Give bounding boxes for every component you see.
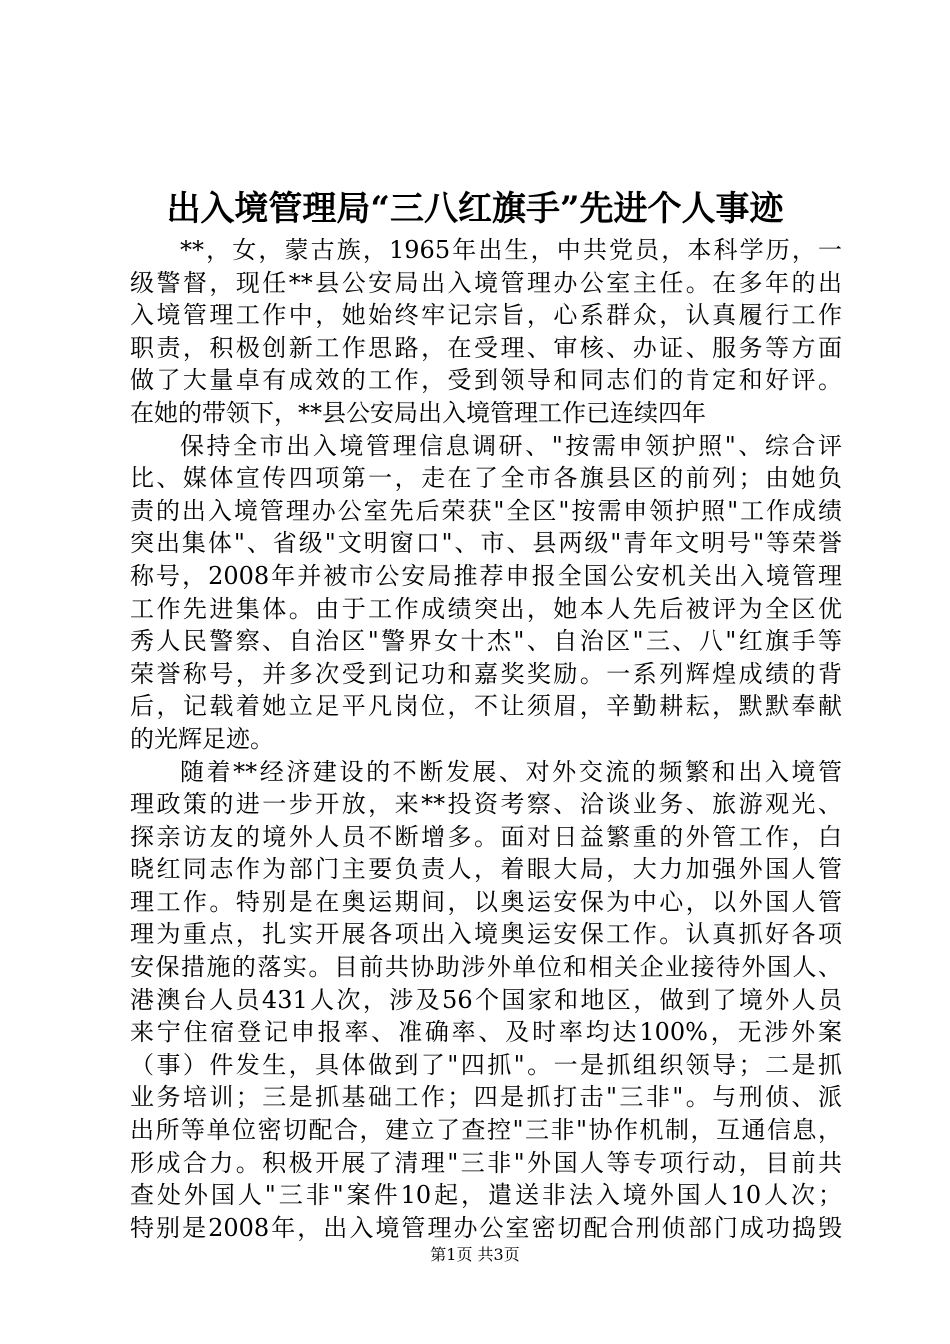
text-line: 晓红同志作为部门主要负责人，着眼大局，大力加强外国人管 bbox=[130, 855, 842, 884]
text-line: 随着**经济建设的不断发展、对外交流的频繁和出入境管 bbox=[180, 757, 842, 786]
page-title: 出入境管理局“三八红旗手”先进个人事迹 bbox=[166, 189, 784, 229]
text-line: 港澳台人员431人次，涉及56个国家和地区，做到了境外人员 bbox=[130, 985, 842, 1014]
text-line: 形成合力。积极开展了清理"三非"外国人等专项行动，目前共 bbox=[130, 1148, 842, 1177]
text-line: 出所等单位密切配合，建立了查控"三非"协作机制，互通信息， bbox=[130, 1116, 842, 1145]
text-line: 理工作。特别是在奥运期间，以奥运安保为中心，以外国人管 bbox=[130, 887, 842, 916]
text-line: 工作先进集体。由于工作成绩突出，她本人先后被评为全区优 bbox=[130, 594, 842, 623]
page-footer: 第1页 共3页 bbox=[430, 1245, 520, 1264]
text-line: 特别是2008年，出入境管理办公室密切配合刑侦部门成功捣毁 bbox=[130, 1213, 842, 1242]
text-line: 荣誉称号，并多次受到记功和嘉奖奖励。一系列辉煌成绩的背 bbox=[130, 659, 842, 688]
text-line: 查处外国人"三非"案件10起，遣送非法入境外国人10人次； bbox=[130, 1181, 842, 1210]
text-line: 级警督，现任**县公安局出入境管理办公室主任。在多年的出 bbox=[130, 268, 842, 297]
text-line: 突出集体"、省级"文明窗口"、市、县两级"青年文明号"等荣誉 bbox=[130, 529, 842, 558]
text-line: 业务培训；三是抓基础工作；四是抓打击"三非"。与刑侦、派 bbox=[130, 1083, 842, 1112]
text-line: 做了大量卓有成效的工作，受到领导和同志们的肯定和好评。 bbox=[130, 366, 842, 395]
text-line: 称号，2008年并被市公安局推荐申报全国公安机关出入境管理 bbox=[130, 561, 842, 590]
text-line: 后，记载着她立足平凡岗位，不让须眉，辛勤耕耘，默默奉献 bbox=[130, 692, 842, 721]
text-line: 理政策的进一步开放，来**投资考察、洽谈业务、旅游观光、 bbox=[130, 790, 842, 819]
text-line: 在她的带领下，**县公安局出入境管理工作已连续四年 bbox=[130, 398, 706, 427]
text-line: 的光辉足迹。 bbox=[130, 724, 274, 753]
text-line: **，女，蒙古族，1965年出生，中共党员，本科学历，一 bbox=[180, 236, 842, 264]
text-line: （事）件发生，具体做到了"四抓"。一是抓组织领导；二是抓 bbox=[130, 1050, 842, 1079]
body-text bbox=[130, 234, 842, 1244]
text-line: 责的出入境管理办公室先后荣获"全区"按需申领护照"工作成绩 bbox=[130, 496, 842, 525]
text-line: 入境管理工作中，她始终牢记宗旨，心系群众，认真履行工作 bbox=[130, 301, 842, 330]
text-line: 来宁住宿登记申报率、准确率、及时率均达100%，无涉外案 bbox=[130, 1018, 842, 1047]
text-line: 探亲访友的境外人员不断增多。面对日益繁重的外管工作，白 bbox=[130, 822, 842, 851]
text-line: 秀人民警察、自治区"警界女十杰"、自治区"三、八"红旗手等 bbox=[130, 627, 842, 656]
text-line: 理为重点，扎实开展各项出入境奥运安保工作。认真抓好各项 bbox=[130, 920, 842, 949]
text-line: 保持全市出入境管理信息调研、"按需申领护照"、综合评 bbox=[180, 431, 842, 460]
text-line: 比、媒体宣传四项第一，走在了全市各旗县区的前列；由她负 bbox=[130, 464, 842, 493]
text-line: 安保措施的落实。目前共协助涉外单位和相关企业接待外国人、 bbox=[130, 953, 842, 982]
text-line: 职责，积极创新工作思路，在受理、审核、办证、服务等方面 bbox=[130, 333, 842, 362]
